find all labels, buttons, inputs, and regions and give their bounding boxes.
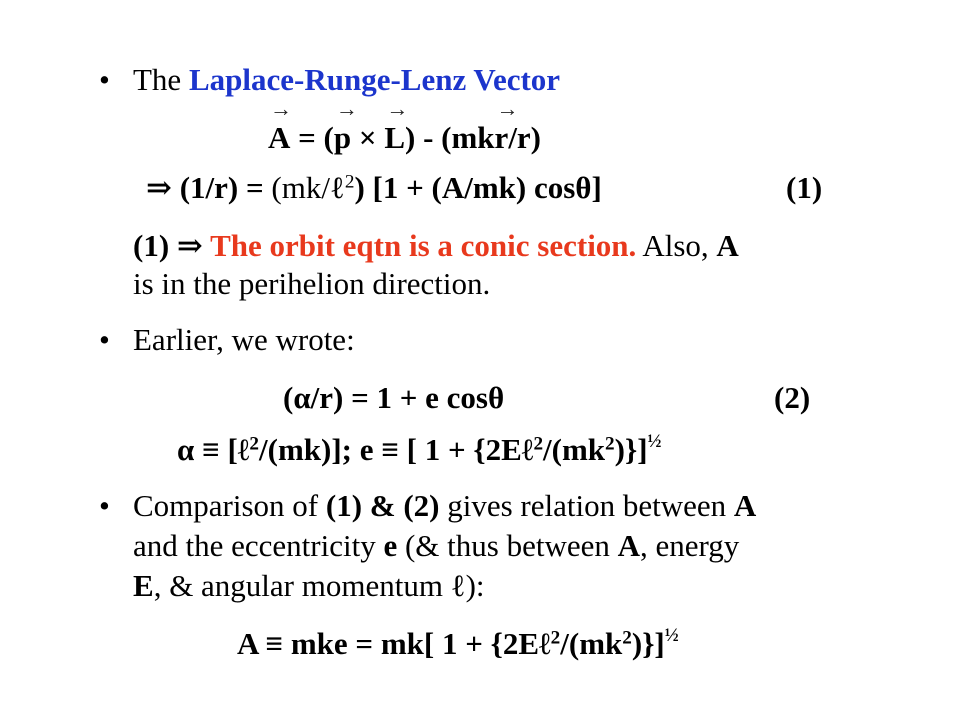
eq-final: A ≡ mke = mk[ $1 + \{2E\ell^2/(mk^2)\}]^{\frac{1}{2}}$ [237, 624, 679, 661]
eq-label-2: (2) [774, 380, 811, 415]
comparison-line-2: and the eccentricity e (& thus between A, energy [133, 528, 740, 563]
bullet-3: • [99, 488, 110, 523]
vector-p: → p [333, 96, 358, 155]
lrl-intro-line [133, 62, 560, 98]
lrl-title: Laplace-Runge-Lenz Vector [188, 62, 561, 97]
conclusion-line-2: is in the perihelion direction. [133, 266, 491, 301]
eq-label-1: (1) [786, 170, 823, 205]
implies-icon: ⇒ [146, 170, 172, 205]
conclusion-line-1: (1) ⇒ The orbit eqtn is a conic section. Also, A [133, 228, 739, 263]
eq-lrl-vector: → A = ( → p × → L) - (mk → r/r) [268, 96, 542, 155]
vector-arrow-icon: → [335, 96, 358, 121]
vector-L: → L [384, 96, 409, 155]
half-exponent: ½ [664, 624, 679, 646]
eq-conic: (α/r) = 1 + e cosθ [283, 380, 505, 415]
vector-arrow-icon: → [496, 96, 519, 121]
intro-text: The [133, 62, 189, 97]
conic-section-statement: The orbit eqtn is a conic section. [210, 228, 637, 263]
half-exponent: ½ [647, 430, 662, 452]
comparison-line-3: E, & angular momentum ℓ): [133, 568, 485, 603]
vector-r: → r [494, 96, 519, 155]
bullet-1: • [99, 62, 110, 97]
conclusion-ref: (1) ⇒ [133, 228, 211, 263]
vector-arrow-icon: → [270, 96, 292, 121]
bullet-2: • [99, 322, 110, 357]
comparison-line-1: Comparison of (1) & (2) gives relation between A [133, 488, 757, 523]
eq-orbit-mk: (mk/ℓ$^2$ [271, 170, 355, 205]
eq-orbit: ⇒ (1/r) = (mk/ℓ$^2$) [1 + (A/mk) cosθ] [146, 170, 602, 205]
eq-definitions: α ≡ [ℓ$^2$/(mk)]; e ≡ [ $1 + \{2E\ell^2/(mk^2)\}]^{\frac{1}{2}}$ [177, 430, 662, 467]
vector-A: → A [268, 96, 292, 155]
earlier-text: Earlier, we wrote: [133, 322, 355, 357]
vector-arrow-icon: → [386, 96, 409, 121]
